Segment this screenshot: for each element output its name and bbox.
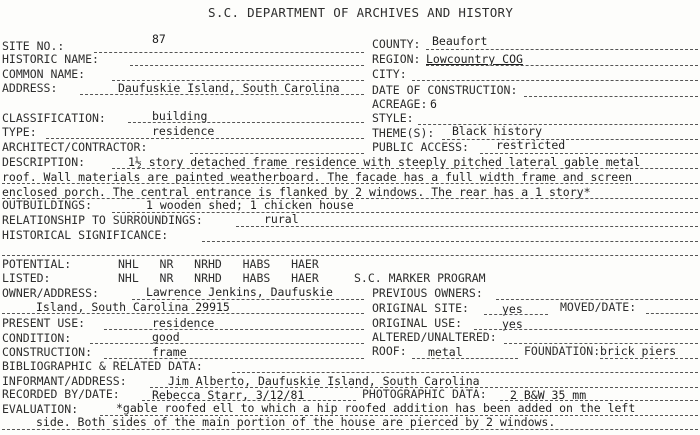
- outbuildings-value: 1 wooden shed; 1 chicken house: [146, 198, 354, 212]
- construction-label: CONSTRUCTION:: [2, 345, 93, 359]
- listed-options: NHL NR NRHD HABS HAER: [118, 271, 319, 285]
- classification-label: CLASSIFICATION:: [2, 111, 106, 125]
- region-line: [426, 65, 698, 66]
- date-construction-label: DATE OF CONSTRUCTION:: [372, 83, 518, 97]
- historic-name-label: HISTORIC NAME:: [2, 52, 99, 66]
- owner-line-2: [2, 313, 364, 314]
- relationship-line: [236, 226, 698, 227]
- type-value: residence: [152, 124, 215, 138]
- recorded-label: RECORDED BY/DATE:: [2, 387, 120, 401]
- description-line-1: 1½ story detached frame residence with steeply pitched lateral gable metal: [128, 155, 641, 169]
- theme-line: [442, 139, 698, 140]
- present-use-label: PRESENT USE:: [2, 316, 86, 330]
- potential-options: NHL NR NRHD HABS HAER: [118, 257, 319, 271]
- bibliographic-label: BIBLIOGRAPHIC & RELATED DATA:: [2, 359, 203, 373]
- description-rule-1: [112, 168, 698, 169]
- original-use-value: yes: [502, 317, 523, 331]
- photographic-value: 2 B&W 35 mm: [510, 388, 587, 402]
- historic-name-line: [130, 65, 364, 66]
- owner-value-line-1: Lawrence Jenkins, Daufuskie: [146, 285, 333, 299]
- moved-date-label: MOVED/DATE:: [560, 300, 637, 314]
- public-access-label: PUBLIC ACCESS:: [372, 140, 469, 154]
- original-site-label: ORIGINAL SITE:: [372, 301, 469, 315]
- acreage-label: ACREAGE:: [372, 97, 428, 111]
- historical-significance-line-2: [2, 255, 698, 256]
- county-value: Beaufort: [432, 34, 488, 48]
- description-label: DESCRIPTION:: [2, 155, 86, 169]
- original-site-line: [484, 314, 548, 315]
- altered-label: ALTERED/UNALTERED:: [372, 330, 497, 344]
- theme-label: THEME(S):: [372, 126, 435, 140]
- evaluation-line-1: *gable roofed ell to which a hip roofed addition has been added on the left: [116, 401, 636, 415]
- historical-significance-line-1: [202, 241, 698, 242]
- public-access-line: [480, 153, 698, 154]
- evaluation-label: EVALUATION:: [2, 402, 79, 416]
- site-no-value: 87: [152, 32, 166, 46]
- roof-value: metal: [428, 345, 463, 359]
- owner-label: OWNER/ADDRESS:: [2, 286, 99, 300]
- historical-significance-label: HISTORICAL SIGNIFICANCE:: [2, 228, 169, 242]
- sc-marker-label: S.C. MARKER PROGRAM: [354, 271, 486, 285]
- address-value: Daufuskie Island, South Carolina: [118, 81, 340, 95]
- roof-line: [412, 358, 518, 359]
- classification-value: building: [152, 109, 208, 123]
- city-line: [412, 80, 698, 81]
- relationship-label: RELATIONSHIP TO SURROUNDINGS:: [2, 213, 203, 227]
- architect-line: [190, 153, 364, 154]
- bibliographic-line: [232, 372, 698, 373]
- listed-label: LISTED:: [2, 271, 51, 285]
- city-label: CITY:: [372, 67, 407, 81]
- roof-label: ROOF:: [372, 344, 407, 358]
- informant-label: INFORMANT/ADDRESS:: [2, 374, 127, 388]
- original-use-label: ORIGINAL USE:: [372, 316, 463, 330]
- region-label: REGION:: [372, 52, 421, 66]
- outbuildings-label: OUTBUILDINGS:: [2, 198, 93, 212]
- construction-value: frame: [152, 345, 187, 359]
- site-no-label: SITE NO.:: [2, 39, 65, 53]
- recorded-value: Rebecca Starr, 3/12/81: [152, 388, 305, 402]
- photographic-label: PHOTOGRAPHIC DATA:: [362, 387, 487, 401]
- county-label: COUNTY:: [372, 37, 421, 51]
- original-use-line: [474, 329, 698, 330]
- present-use-line: [104, 329, 364, 330]
- moved-date-line: [646, 313, 698, 314]
- foundation-label: FOUNDATION:: [524, 344, 601, 358]
- original-site-value: yes: [502, 302, 523, 316]
- foundation-value: brick piers: [600, 344, 677, 358]
- condition-label: CONDITION:: [2, 331, 72, 345]
- previous-owners-label: PREVIOUS OWNERS:: [372, 286, 483, 300]
- region-value: Lowcountry COG: [426, 52, 523, 66]
- type-line: [46, 138, 364, 139]
- address-label: ADDRESS:: [2, 81, 58, 95]
- evaluation-line-2: side. Both sides of the main portion of the house are pierced by 2 windows.: [36, 415, 556, 429]
- theme-value: Black history: [452, 124, 543, 138]
- style-label: STYLE:: [372, 111, 414, 125]
- form-title: S.C. DEPARTMENT OF ARCHIVES AND HISTORY: [208, 5, 514, 20]
- county-line: [426, 49, 698, 50]
- evaluation-rule-2: [2, 429, 698, 430]
- informant-value: Jim Alberto, Daufuskie Island, South Carolina: [168, 374, 480, 388]
- site-no-line: [94, 52, 364, 53]
- relationship-value: rural: [264, 212, 299, 226]
- potential-label: POTENTIAL:: [2, 257, 72, 271]
- condition-value: good: [152, 330, 180, 344]
- description-rule-2: [2, 183, 698, 184]
- public-access-value: restricted: [496, 138, 566, 152]
- description-line-3: enclosed porch. The central entrance is flanked by 2 windows. The rear has a 1 story*: [2, 185, 591, 199]
- acreage-value: 6: [430, 97, 437, 111]
- architect-label: ARCHITECT/CONTRACTOR:: [2, 140, 148, 154]
- address-line: [80, 94, 364, 95]
- classification-line: [128, 122, 364, 123]
- condition-line: [90, 343, 364, 344]
- foundation-line: [600, 358, 698, 359]
- common-name-label: COMMON NAME:: [2, 67, 86, 81]
- date-construction-line: [524, 96, 698, 97]
- present-use-value: residence: [152, 316, 215, 330]
- owner-value-line-2: Island, South Carolina 29915: [36, 300, 230, 314]
- description-line-2: roof. Wall materials are painted weatherboard. The facade has a full width frame and screen: [2, 170, 633, 184]
- type-label: TYPE:: [2, 125, 37, 139]
